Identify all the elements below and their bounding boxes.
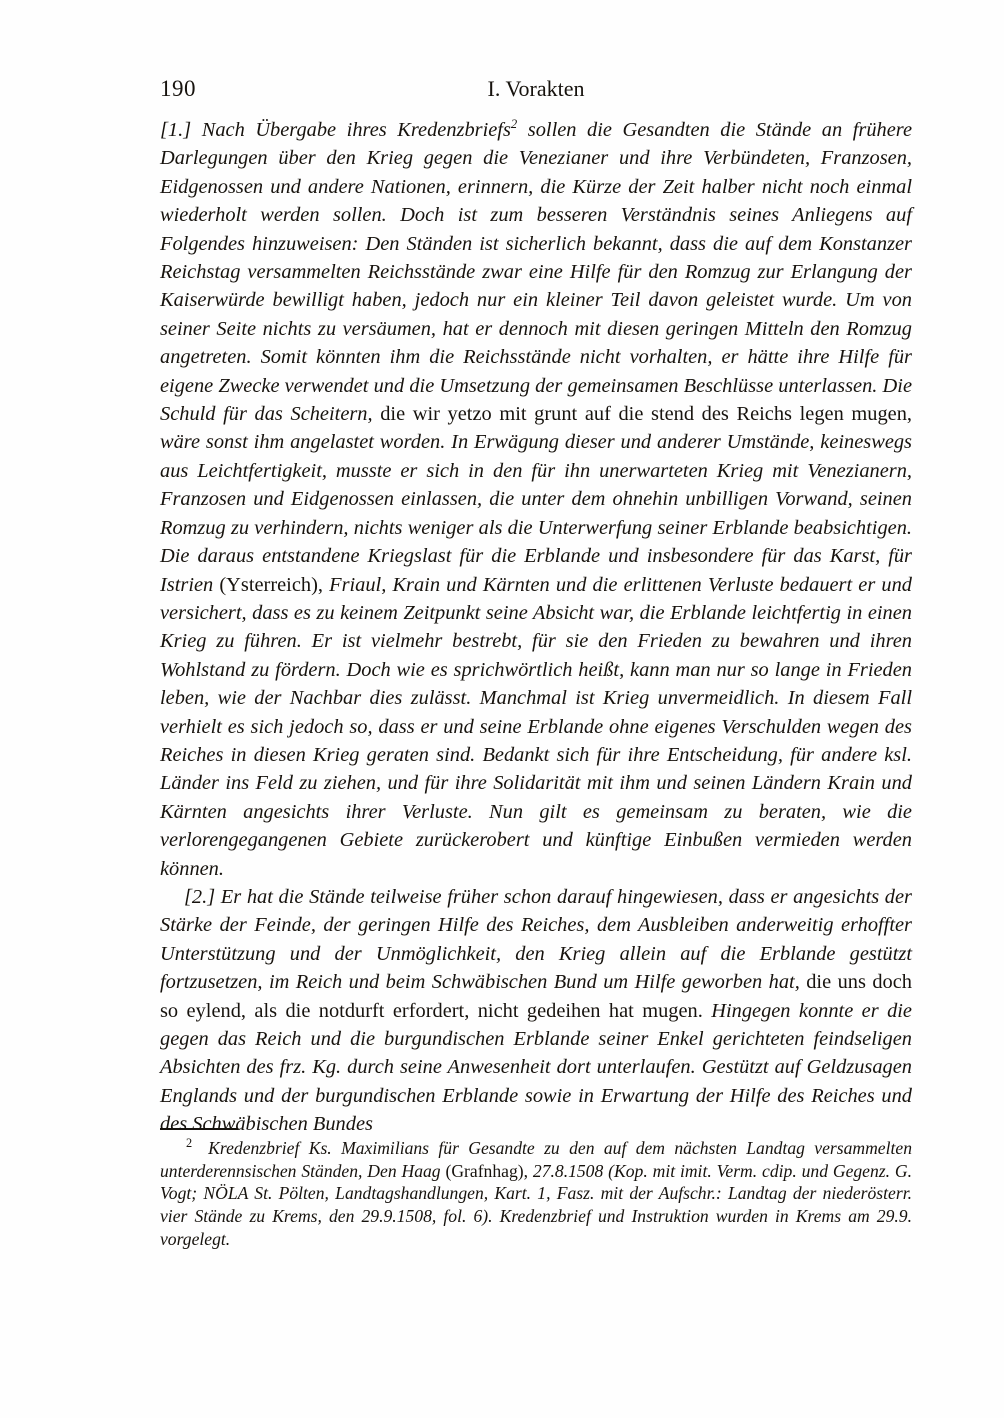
text-segment: [1.] Nach Übergabe ihres Kredenzbriefs: [160, 119, 511, 141]
text-segment: Hingegen konnte er die gegen das Reich und die burgundischen Erblande seiner Enkel gerichteten feindseligen Absichten des frz. Kg. durch seine Anwesenheit dort unterlaufen. Gestützt auf Geldzusagen Englands und der burgundischen Erblande sowie in Erwartung der Hilfe des Reiches und des Schwäbischen Bundes: [160, 999, 912, 1136]
footnote-block: [160, 1128, 912, 1251]
footnote-reference: 2: [510, 117, 518, 132]
body-text: [160, 116, 912, 1139]
running-title: I. Vorakten: [487, 76, 585, 101]
page-number: 190: [160, 76, 196, 101]
text-segment-roman: die wir yetzo mit grunt auf die stend des Reichs legen mugen,: [372, 403, 912, 426]
footnote-separator: [160, 1128, 238, 1130]
paragraph-2: [160, 883, 912, 1139]
text-segment: Kredenzbrief Ks. Maximilians für Gesandte zu den auf dem nächsten Landtag versammelten unterderennsischen Ständen, Den Haag: [160, 1138, 912, 1181]
text-segment: wäre sonst ihm angelastet worden. In Erwägung dieser und anderer Umstände, keineswegs aus Leichtfertigkeit, musste er sich in den für ihn unerwarteten Krieg mit Venezianern, Franzosen und Eidgenossen einlassen, die unter dem ohnehin unbilligen Vorwand, seinen Romzug zu verhindern, nichts weniger als die Unterwerfung seiner Erblande beabsichtigen. Die daraus entstandene Kriegslast für die Erblande und insbesondere für das Karst, für Istrien: [160, 431, 912, 596]
text-segment-roman: die uns doch so eylend, als die notdurft erfordert, nicht gedeihen hat mugen.: [160, 971, 912, 1022]
text-segment: [2.] Er hat die Stände teilweise früher schon darauf hingewiesen, dass er angesichts der Stärke der Feinde, der geringen Hilfe des Reiches, dem Ausbleiben anderweitig erhoffter Unterstützung und der Unmöglichkeit, den Krieg allein auf die Erblande gestützt fortzusetzen, im Reich und beim Schwäbischen Bund um Hilfe geworben hat,: [160, 885, 912, 994]
paragraph-1: [160, 116, 912, 883]
text-segment-roman: (Grafnhag),: [445, 1160, 529, 1181]
text-segment: sollen die Gesandten die Stände an frühere Darlegungen über den Krieg gegen die Venezianer und ihre Verbündeten, Franzosen, Eidgenossen und andere Nationen, erinnern, die Kürze der Zeit halber nicht noch einmal wiederholt werden sollen. Doch ist zum besseren Verständnis seines Anliegens auf Folgendes hinzuweisen: Den Ständen ist sicherlich bekannt, dass die auf dem Konstanzer Reichstag versammelten Reichsstände zwar eine Hilfe für den Romzug zur Erlangung der Kaiserwürde bewilligt haben, jedoch nur ein kleiner Teil davon geleistet wurde. Um von seiner Seite nichts zu versäumen, hat er dennoch mit diesen geringen Mitteln den Romzug angetreten. Somit könnten ihm die Reichsstände nicht vorhalten, er hätte ihre Hilfe für eigene Zwecke verwendet und die Umsetzung der gemeinsamen Beschlüsse unterlassen. Die Schuld für das Scheitern,: [160, 119, 913, 426]
text-segment: 27.8.1508 (Kop. mit imit. Verm. cdip. und Gegenz. G. Vogt; NÖLA St. Pölten, Landtagshandlungen, Kart. 1, Fasz. mit der Aufschr.: Landtag der niederösterr. vier Stände zu Krems, den 29.9.1508, fol. 6). Kredenzbrief und Instruktion wurden in Krems am 29.9. vorgelegt.: [160, 1160, 913, 1249]
footnote-marker: 2: [186, 1136, 193, 1151]
page-header: [160, 76, 912, 106]
text-segment-roman: (Ysterreich),: [219, 573, 330, 596]
text-segment: Friaul, Krain und Kärnten und die erlittenen Verluste bedauert er und versichert, dass es zu keinem Zeitpunkt seine Absicht war, die Erblande leichtfertig in einen Krieg zu führen. Er ist vielmehr bestrebt, für sie den Frieden zu bewahren und ihren Wohlstand zu fördern. Doch wie es sprichwörtlich heißt, kann man nur so lange in Frieden leben, wie der Nachbar dies zulässt. Manchmal ist Krieg unvermeidlich. In diesem Fall verhielt es sich jedoch so, dass er und seine Erblande ohne eigenes Verschulden wegen des Reiches in diesen Krieg geraten sind. Bedankt sich für ihre Entscheidung, für andere ksl. Länder ins Feld zu ziehen, und für ihre Solidarität mit ihm und seinen Ländern Krain und Kärnten angesichts ihrer Verluste. Nun gilt es gemeinsam zu beraten, wie die verlorengegangenen Gebiete zurückerobert und künftige Einbußen vermieden werden können.: [160, 573, 912, 880]
footnote-2: [160, 1137, 912, 1251]
